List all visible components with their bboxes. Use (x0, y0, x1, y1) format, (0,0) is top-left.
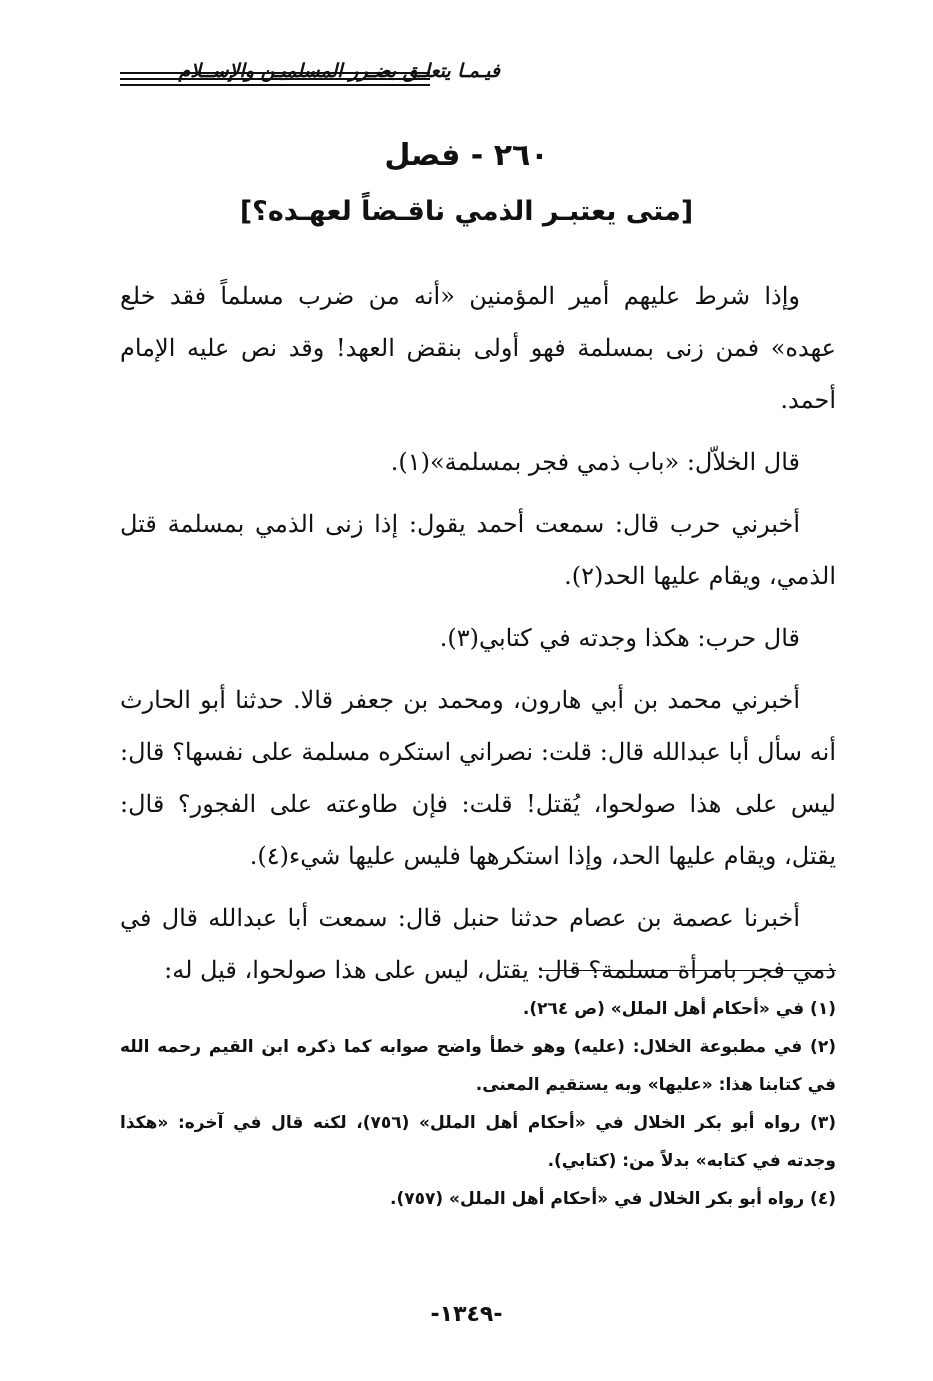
footnote: (٢) في مطبوعة الخلال: (عليه) وهو خطأ واضح صوابه كما ذكره ابن القيم رحمه الله في كتابنا هذا: «عليها» وبه يستقيم المعنى. (120, 1037, 836, 1095)
section-subtitle: [متى يعتبـر الذمي ناقـضاً لعهـده؟] (239, 196, 694, 227)
header-rule (120, 78, 430, 80)
footnote: (٣) رواه أبو بكر الخلال في «أحكام أهل الملل» (٧٥٦)، لكنه قال في آخره: «هكذا وجدته في كتابه» بدلاً من: (كتابي). (120, 1113, 837, 1171)
section-number: ٢٦٠ - فصل (384, 138, 549, 173)
paragraph: أخبرنا عصمة بن عصام حدثنا حنبل قال: سمعت أبا عبدالله قال في ذمي فجر بامرأة مسلمة؟ قال: يقتل، ليس على هذا صولحوا، قيل له: (120, 904, 836, 984)
footnote: (١) في «أحكام أهل الملل» (ص ٢٦٤). (522, 999, 836, 1019)
paragraph: وإذا شرط عليهم أمير المؤمنين «أنه من ضرب مسلماً فقد خلع عهده» فمن زنى بمسلمة فهو أولى بنقض العهد! وقد نص عليه الإمام أحمد. (120, 282, 836, 414)
footnotes (120, 990, 836, 1218)
running-header (120, 58, 840, 98)
page-number: -١٣٤٩- (430, 1302, 503, 1327)
header-rule (120, 72, 430, 74)
paragraph: قال حرب: هكذا وجدته في كتابي(٣). (439, 624, 800, 652)
main-text (120, 270, 836, 1006)
paragraph: أخبرني حرب قال: سمعت أحمد يقول: إذا زنى الذمي بمسلمة قتل الذمي، ويقام عليها الحد(٢). (120, 510, 836, 590)
paragraph: أخبرني محمد بن أبي هارون، ومحمد بن جعفر قالا. حدثنا أبو الحارث أنه سأل أبا عبدالله قال: قلت: نصراني استكره مسلمة على نفسها؟ قال: ليس على هذا صولحوا، يُقتل! قلت: فإن طاوعته على الفجور؟ قال: يقتل، ويقام عليها الحد، وإذا استكرهها فليس عليها شيء(٤). (120, 686, 836, 870)
running-title: فيـمـا يتعلـق بضـرر المسلميـن والإســلام (178, 60, 500, 82)
paragraph: قال الخلاّل: «باب ذمي فجر بمسلمة»(١). (390, 448, 800, 476)
header-rule (120, 84, 430, 86)
footnote: (٤) رواه أبو بكر الخلال في «أحكام أهل الملل» (٧٥٧). (389, 1189, 836, 1209)
footnote-separator (540, 970, 836, 971)
